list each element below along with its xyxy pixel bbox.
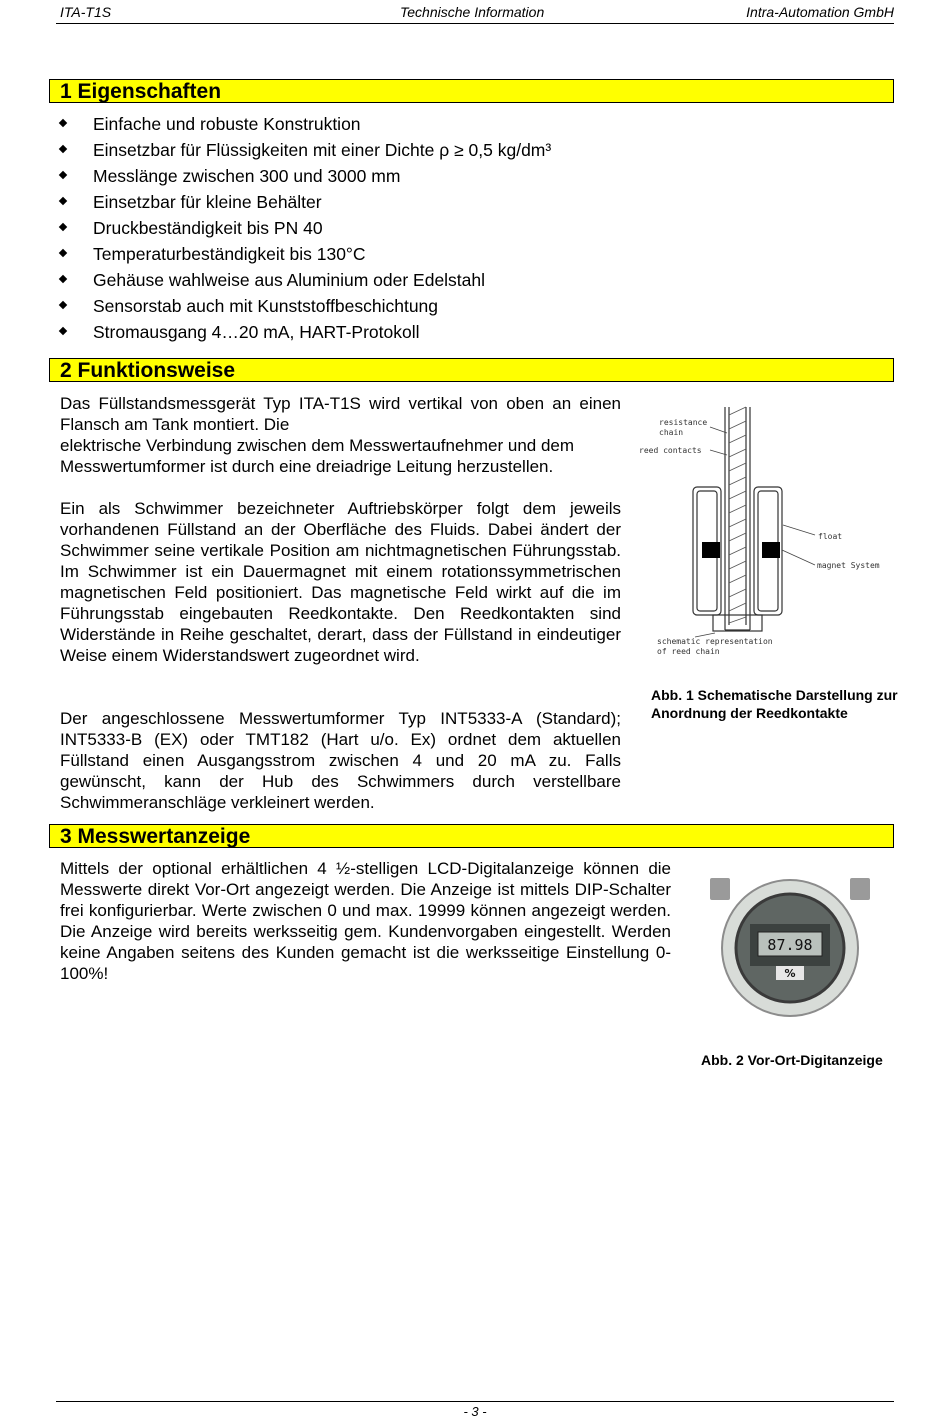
- section-heading-messwertanzeige: 3 Messwertanzeige: [49, 824, 894, 848]
- label-float: float: [818, 532, 843, 541]
- list-item-text: Stromausgang 4…20 mA, HART-Protokoll: [93, 322, 420, 342]
- list-item: [60, 321, 551, 347]
- local-display-photo: [700, 870, 880, 1018]
- label-resistance: resistance: [659, 418, 708, 427]
- leader-lines: [695, 427, 815, 637]
- diamond-bullet-icon: [59, 119, 67, 127]
- list-item: [60, 295, 551, 321]
- lcd-reading: 87.98: [767, 936, 813, 954]
- label-chain: chain: [659, 428, 684, 437]
- list-item-text: Einfache und robuste Konstruktion: [93, 114, 361, 134]
- list-item-text: Einsetzbar für Flüssigkeiten mit einer Dichte ρ ≥ 0,5 kg/dm³: [93, 140, 552, 160]
- list-item: [60, 191, 551, 217]
- section-heading-eigenschaften: 1 Eigenschaften: [49, 79, 894, 103]
- header-doc-type: Technische Information: [400, 4, 545, 20]
- paragraph-mounting: Das Füllstandsmessgerät Typ ITA-T1S wird vertikal von oben an einen Flansch am Tank montiert. Die: [60, 394, 621, 434]
- paragraph-float-principle: Ein als Schwimmer bezeichneter Auftriebskörper folgt dem jeweils vorhandenen Füllstand an der Oberfläche des Fluids. Dabei ändert der Schwimmer seine vertikale Position am nichtmagnetischen Führungsstab. Im Schwimmer ist ein Dauermagnet mit einem rotationssymmetrischen magnetischen Feld positioniert. Das magnetische Feld wirkt auf die im Führungsstab eingebauten Reedkontakte. Den Reedkontakten sind Widerstände in Reihe geschaltet, derart, dass der Füllstand in eindeutiger Weise einem Widerstandswert zugeordnet wird.: [60, 499, 621, 665]
- reed-chain-schematic-figure: [639, 405, 895, 660]
- list-item: [60, 217, 551, 243]
- diamond-bullet-icon: [59, 171, 67, 179]
- list-item: [60, 165, 551, 191]
- list-item-text: Druckbeständigkeit bis PN 40: [93, 218, 323, 238]
- footer-rule: [56, 1401, 894, 1402]
- list-item: [60, 243, 551, 269]
- reed-chain-hatching: [729, 407, 746, 623]
- label-reed-contacts: reed contacts: [639, 446, 702, 455]
- section-heading-funktionsweise: 2 Funktionsweise: [49, 358, 894, 382]
- diamond-bullet-icon: [59, 223, 67, 231]
- paragraph-lcd-display: Mittels der optional erhältlichen 4 ½-stelligen LCD-Digitalanzeige können die Messwerte direkt Vor-Ort angezeigt werden. Die Anzeige ist mittels DIP-Schalter frei konfigurierbar. Werte zwischen 0 und max. 19999 können angezeigt werden. Die Anzeige wird bereits werksseitig gem. Kundenvorgaben eingestellt. Werden keine Angaben seitens des Kunden gemacht ist die werksseitige Einstellung 0- 100%!: [60, 859, 671, 983]
- list-item-text: Gehäuse wahlweise aus Aluminium oder Edelstahl: [93, 270, 486, 290]
- diamond-bullet-icon: [59, 301, 67, 309]
- list-item: [60, 113, 551, 139]
- page-number: - 3 -: [463, 1404, 487, 1419]
- label-schematic-line1: schematic representation: [657, 637, 773, 646]
- list-item-text: Sensorstab auch mit Kunststoffbeschichtung: [93, 296, 439, 316]
- list-item-text: Temperaturbeständigkeit bis 130°C: [93, 244, 366, 264]
- diamond-bullet-icon: [59, 275, 67, 283]
- lcd-unit: %: [784, 967, 796, 980]
- header-company: Intra-Automation GmbH: [746, 4, 894, 20]
- list-item-text: Einsetzbar für kleine Behälter: [93, 192, 322, 212]
- header-doc-id: ITA-T1S: [60, 4, 112, 20]
- figure-caption-1: Abb. 1 Schematische Darstellung zur Anordnung der Reedkontakte: [651, 687, 898, 721]
- figure-caption-2: Abb. 2 Vor-Ort-Digitanzeige: [701, 1052, 883, 1068]
- figure-labels: [639, 418, 880, 656]
- label-schematic-line2: of reed chain: [657, 647, 720, 656]
- guide-tube-drawing: [693, 407, 782, 631]
- cable-gland-right: [850, 878, 870, 900]
- paragraph-transmitter: Der angeschlossene Messwertumformer Typ INT5333-A (Standard); INT5333-B (EX) oder TMT182 (Hart u/o. Ex) ordnet dem aktuellen Füllstand einen Ausgangsstrom zwischen 4 und 20 mA zu. Falls gewünscht, kann der Hub des Schwimmers durch verstellbare Schwimmeranschläge verkleinert werden.: [60, 709, 621, 812]
- diamond-bullet-icon: [59, 249, 67, 257]
- feature-list: [60, 113, 551, 347]
- list-item: [60, 269, 551, 295]
- header-rule: [56, 23, 894, 24]
- diamond-bullet-icon: [59, 327, 67, 335]
- diamond-bullet-icon: [59, 197, 67, 205]
- magnet-left: [702, 542, 720, 558]
- magnet-right: [762, 542, 780, 558]
- diamond-bullet-icon: [59, 145, 67, 153]
- label-magnet-system: magnet System: [817, 561, 880, 570]
- paragraph-connection: elektrische Verbindung zwischen dem Messwertaufnehmer und dem Messwertumformer ist durch eine dreiadrige Leitung herzustellen.: [60, 436, 575, 476]
- cable-gland-left: [710, 878, 730, 900]
- list-item: [60, 139, 551, 165]
- list-item-text: Messlänge zwischen 300 und 3000 mm: [93, 166, 401, 186]
